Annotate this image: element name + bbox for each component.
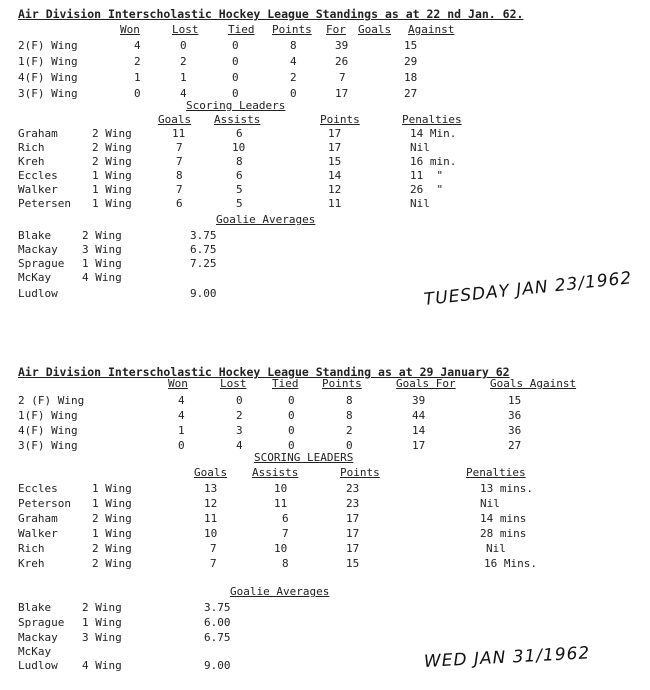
s2-scorer-assists: 10	[274, 482, 288, 495]
s1-header-tied: Tied	[228, 23, 255, 36]
s1-team-won: 2	[134, 55, 141, 68]
s2-scorer-name: Graham	[18, 512, 58, 525]
s1-goalie-name: Ludlow	[18, 287, 58, 300]
s1-team-tied: 0	[232, 71, 239, 84]
s2-team-name: 4(F) Wing	[18, 424, 78, 437]
s2-team-for: 14	[412, 424, 426, 437]
s1-team-points: 2	[290, 71, 297, 84]
s1-scorer-wing: 1 Wing	[92, 197, 132, 210]
s1-scorer-goals: 7	[176, 155, 183, 168]
s2-team-lost: 4	[236, 439, 243, 452]
s2-scorer-penalties: Nil	[486, 542, 506, 555]
s2-team-for: 17	[412, 439, 426, 452]
s1-team-against: 15	[404, 39, 418, 52]
s2-team-won: 4	[178, 409, 185, 422]
s1-goalie-avg: 6.75	[190, 243, 217, 256]
s1-team-against: 18	[404, 71, 418, 84]
s1-scorer-assists: 5	[236, 183, 243, 196]
s1-team-for: 17	[335, 87, 349, 100]
s1-sh-points: Points	[320, 113, 360, 126]
s1-goalie-wing: 2 Wing	[82, 229, 122, 242]
s2-team-points: 2	[346, 424, 353, 437]
s1-team-won: 4	[134, 39, 141, 52]
s2-scorer-name: Rich	[18, 542, 45, 555]
s1-goalie-avg: 3.75	[190, 229, 217, 242]
s2-goalie-wing: 3 Wing	[82, 631, 122, 644]
s1-goalie-avg: 9.00	[190, 287, 217, 300]
s2-scorer-assists: 7	[282, 527, 289, 540]
s2-team-lost: 2	[236, 409, 243, 422]
s1-scorer-points: 17	[328, 127, 342, 140]
s2-goalie-name: Ludlow	[18, 659, 58, 672]
section1-title: Air Division Interscholastic Hockey League Standings as at 22 nd Jan. 62.	[18, 7, 524, 21]
s2-team-won: 0	[178, 439, 185, 452]
s1-goalie-name: Blake	[18, 229, 52, 242]
s1-team-for: 7	[339, 71, 346, 84]
s2-header-goals-against: Goals Against	[490, 377, 577, 390]
s1-scorer-wing: 1 Wing	[92, 169, 132, 182]
s2-goalie-avg: 6.75	[204, 631, 231, 644]
s1-scorer-goals: 11	[172, 127, 186, 140]
s2-scorer-name: Peterson	[18, 497, 71, 510]
s2-team-points: 8	[346, 394, 353, 407]
s2-team-name: 1(F) Wing	[18, 409, 78, 422]
s1-team-lost: 1	[180, 71, 187, 84]
s2-scorer-goals: 13	[204, 482, 218, 495]
s1-scorer-goals: 7	[176, 141, 183, 154]
s2-goalie-title: Goalie Averages	[230, 585, 330, 598]
s2-sh-goals: Goals	[194, 466, 228, 479]
s1-team-for: 39	[335, 39, 349, 52]
s2-scorer-assists: 6	[282, 512, 289, 525]
s1-team-lost: 4	[180, 87, 187, 100]
s1-goalie-avg: 7.25	[190, 257, 217, 270]
s2-scorer-wing: 1 Wing	[92, 482, 132, 495]
s1-scorer-points: 17	[328, 141, 342, 154]
s1-team-lost: 2	[180, 55, 187, 68]
s2-team-name: 3(F) Wing	[18, 439, 78, 452]
s2-goalie-wing: 2 Wing	[82, 601, 122, 614]
s2-goalie-avg: 3.75	[204, 601, 231, 614]
s1-team-name: 4(F) Wing	[18, 71, 78, 84]
s1-scorer-name: Eccles	[18, 169, 58, 182]
s2-team-for: 44	[412, 409, 426, 422]
s2-scorer-penalties: 28 mins	[480, 527, 527, 540]
s1-team-points: 8	[290, 39, 297, 52]
s2-header-lost: Lost	[220, 377, 247, 390]
s2-scorer-goals: 7	[210, 542, 217, 555]
s1-scorer-penalties: 14 Min.	[410, 127, 457, 140]
s2-sh-points: Points	[340, 466, 380, 479]
s2-goalie-name: Mackay	[18, 631, 58, 644]
s1-team-won: 0	[134, 87, 141, 100]
s1-scorer-assists: 8	[236, 155, 243, 168]
s1-scorer-points: 11	[328, 197, 342, 210]
s1-scorer-points: 14	[328, 169, 342, 182]
s2-scorer-penalties: 14 mins	[480, 512, 527, 525]
s1-scorer-points: 15	[328, 155, 342, 168]
s1-header-for: For	[326, 23, 346, 36]
s2-team-tied: 0	[288, 394, 295, 407]
s2-scorer-points: 17	[346, 512, 360, 525]
s2-team-lost: 3	[236, 424, 243, 437]
s1-team-tied: 0	[232, 39, 239, 52]
s1-team-name: 1(F) Wing	[18, 55, 78, 68]
s1-sh-penalties: Penalties	[402, 113, 462, 126]
section2-title: Air Division Interscholastic Hockey League Standing as at 29 January 62	[18, 365, 510, 379]
s2-goalie-name: McKay	[18, 645, 52, 658]
s1-scorer-wing: 2 Wing	[92, 127, 132, 140]
s2-scorer-assists: 8	[282, 557, 289, 570]
s2-scorer-penalties: Nil	[480, 497, 500, 510]
s2-scorer-assists: 11	[274, 497, 288, 510]
s2-header-tied: Tied	[272, 377, 299, 390]
s1-scorer-assists: 6	[236, 127, 243, 140]
s1-header-against: Against	[408, 23, 455, 36]
s2-team-points: 0	[346, 439, 353, 452]
s2-goalie-name: Sprague	[18, 616, 65, 629]
s1-goalie-wing: 4 Wing	[82, 271, 122, 284]
s1-scorer-assists: 10	[232, 141, 246, 154]
s2-header-points: Points	[322, 377, 362, 390]
handwritten-date-1: TUESDAY JAN 23/1962	[422, 268, 634, 310]
s1-team-for: 26	[335, 55, 349, 68]
s1-scorer-points: 12	[328, 183, 342, 196]
s2-goalie-wing: 4 Wing	[82, 659, 122, 672]
s1-team-against: 29	[404, 55, 418, 68]
s2-header-goals-for: Goals For	[396, 377, 456, 390]
s1-team-lost: 0	[180, 39, 187, 52]
s2-team-tied: 0	[288, 409, 295, 422]
s1-team-against: 27	[404, 87, 418, 100]
s2-scorer-name: Eccles	[18, 482, 58, 495]
s1-team-tied: 0	[232, 87, 239, 100]
s2-team-against: 27	[508, 439, 522, 452]
s2-team-name: 2 (F) Wing	[18, 394, 85, 407]
s1-header-points: Points	[272, 23, 312, 36]
s1-scorer-wing: 2 Wing	[92, 141, 132, 154]
handwritten-date-2: WED JAN 31/1962	[423, 643, 591, 672]
s2-team-points: 8	[346, 409, 353, 422]
s2-team-tied: 0	[288, 424, 295, 437]
s1-scorer-name: Petersen	[18, 197, 71, 210]
s2-scorer-wing: 2 Wing	[92, 542, 132, 555]
s2-scorer-goals: 10	[204, 527, 218, 540]
s1-scorer-penalties: Nil	[410, 141, 430, 154]
s1-goalie-wing: 1 Wing	[82, 257, 122, 270]
s1-header-goals: Goals	[358, 23, 392, 36]
s2-scorer-goals: 11	[204, 512, 218, 525]
s2-scorer-name: Kreh	[18, 557, 45, 570]
s2-team-lost: 0	[236, 394, 243, 407]
s2-scorer-goals: 12	[204, 497, 218, 510]
s1-header-lost: Lost	[172, 23, 199, 36]
s2-sh-penalties: Penalties	[466, 466, 526, 479]
s2-goalie-avg: 6.00	[204, 616, 231, 629]
s2-scorer-points: 23	[346, 497, 360, 510]
s1-scorer-penalties: 11 "	[410, 169, 444, 182]
s2-scorer-name: Walker	[18, 527, 58, 540]
s1-goalie-title: Goalie Averages	[216, 213, 316, 226]
s2-scorer-assists: 10	[274, 542, 288, 555]
s2-scorer-points: 17	[346, 542, 360, 555]
s2-team-against: 36	[508, 409, 522, 422]
s1-scorer-goals: 7	[176, 183, 183, 196]
s1-team-tied: 0	[232, 55, 239, 68]
s2-goalie-avg: 9.00	[204, 659, 231, 672]
s2-team-tied: 0	[288, 439, 295, 452]
s2-team-against: 36	[508, 424, 522, 437]
s2-team-won: 1	[178, 424, 185, 437]
s2-team-for: 39	[412, 394, 426, 407]
s1-goalie-name: McKay	[18, 271, 52, 284]
s1-scorer-goals: 8	[176, 169, 183, 182]
s1-scorer-name: Kreh	[18, 155, 45, 168]
s2-team-won: 4	[178, 394, 185, 407]
s1-scorer-name: Rich	[18, 141, 45, 154]
s2-sh-assists: Assists	[252, 466, 299, 479]
s1-goalie-wing: 3 Wing	[82, 243, 122, 256]
s1-goalie-name: Mackay	[18, 243, 58, 256]
s1-scorer-goals: 6	[176, 197, 183, 210]
s1-team-points: 4	[290, 55, 297, 68]
s1-team-points: 0	[290, 87, 297, 100]
s1-scorer-penalties: 16 min.	[410, 155, 457, 168]
s2-scorer-goals: 7	[210, 557, 217, 570]
s1-team-won: 1	[134, 71, 141, 84]
s2-scorer-wing: 1 Wing	[92, 527, 132, 540]
s1-scorer-name: Walker	[18, 183, 58, 196]
s1-scoring-title: Scoring Leaders	[186, 99, 286, 112]
s1-header-won: Won	[120, 23, 140, 36]
s1-team-name: 3(F) Wing	[18, 87, 78, 100]
s2-header-won: Won	[168, 377, 188, 390]
s1-team-name: 2(F) Wing	[18, 39, 78, 52]
s2-scorer-points: 23	[346, 482, 360, 495]
s2-scorer-points: 15	[346, 557, 360, 570]
s2-scorer-wing: 1 Wing	[92, 497, 132, 510]
s2-scoring-title: SCORING LEADERS	[254, 451, 354, 464]
s1-scorer-wing: 1 Wing	[92, 183, 132, 196]
s1-sh-goals: Goals	[158, 113, 192, 126]
s2-goalie-wing: 1 Wing	[82, 616, 122, 629]
s2-scorer-wing: 2 Wing	[92, 512, 132, 525]
s1-scorer-wing: 2 Wing	[92, 155, 132, 168]
s2-scorer-penalties: 13 mins.	[480, 482, 533, 495]
s2-goalie-name: Blake	[18, 601, 52, 614]
s1-scorer-penalties: 26 "	[410, 183, 444, 196]
s1-scorer-assists: 6	[236, 169, 243, 182]
s2-scorer-points: 17	[346, 527, 360, 540]
s1-scorer-assists: 5	[236, 197, 243, 210]
s2-team-against: 15	[508, 394, 522, 407]
s1-goalie-name: Sprague	[18, 257, 65, 270]
s2-scorer-penalties: 16 Mins.	[484, 557, 537, 570]
s2-scorer-wing: 2 Wing	[92, 557, 132, 570]
s1-scorer-name: Graham	[18, 127, 58, 140]
s1-sh-assists: Assists	[214, 113, 261, 126]
s1-scorer-penalties: Nil	[410, 197, 430, 210]
